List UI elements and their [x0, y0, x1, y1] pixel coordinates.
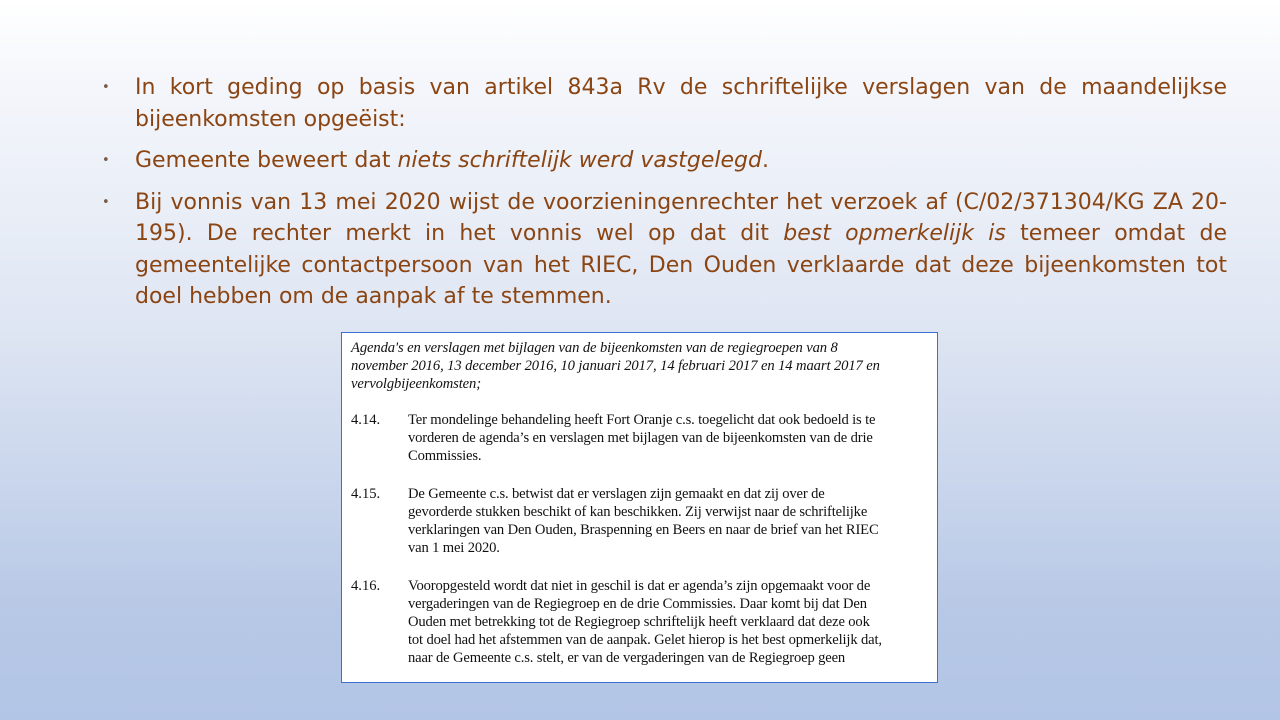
bullet-text-emphasis: niets schriftelijk werd vastgelegd — [397, 148, 762, 173]
bullet-text-emphasis: best opmerkelijk is — [783, 221, 1006, 246]
excerpt-heading-line: november 2016, 13 december 2016, 10 januari 2017, 14 februari 2017 en 14 maart 2017 en — [351, 358, 880, 374]
bullet-marker-icon: • — [102, 153, 110, 168]
bullet-item — [100, 187, 1227, 313]
excerpt-paragraph — [351, 577, 931, 673]
paragraph-line: tot doel had het afstemmen van de aanpak. Gelet hierop is het best opmerkelijk dat, — [408, 632, 882, 648]
paragraph-line: Ouden met betrekking tot de Regiegroep schriftelijk heeft verklaard dat deze ook — [408, 614, 870, 630]
paragraph-text — [408, 577, 933, 667]
paragraph-line: van 1 mei 2020. — [408, 540, 500, 556]
paragraph-line: vorderen de agenda’s en verslagen met bijlagen van de bijeenkomsten van de drie — [408, 430, 873, 446]
paragraph-line: verklaringen van Den Ouden, Braspenning en Beers en naar de brief van het RIEC — [408, 522, 879, 538]
bullet-list — [100, 72, 1227, 323]
bullet-text: Bij vonnis van 13 mei 2020 wijst de voorzieningenrechter het verzoek af (C/02/371304/KG ZA 20-195). De rechter merkt in het vonnis wel op dat dit — [135, 189, 1227, 246]
excerpt-heading-line: Agenda's en verslagen met bijlagen van de bijeenkomsten van de regiegroepen van 8 — [351, 340, 838, 356]
paragraph-line: De Gemeente c.s. betwist dat er verslagen zijn gemaakt en dat zij over de — [408, 486, 825, 502]
bullet-text: . — [762, 148, 769, 173]
bullet-text: Gemeente beweert dat — [135, 148, 398, 173]
judgment-excerpt-image — [341, 332, 938, 683]
paragraph-line: naar de Gemeente c.s. stelt, er van de vergaderingen van de Regiegroep geen — [408, 650, 846, 666]
bullet-item — [100, 72, 1227, 135]
paragraph-text — [408, 411, 933, 465]
bullet-text: In kort geding op basis van artikel 843a Rv de schriftelijke verslagen van de maandelijkse bijeenkomsten opgeëist: — [135, 75, 1227, 132]
bullet-marker-icon: • — [102, 194, 110, 210]
paragraph-number: 4.15. — [351, 486, 381, 502]
bullet-text: temeer omdat de gemeentelijke contactpersoon van het RIEC, Den Ouden verklaarde dat deze bijeenkomsten tot doel hebben om de aanpak af te stemmen. — [135, 221, 1227, 309]
excerpt-heading — [351, 339, 936, 393]
excerpt-paragraph — [351, 485, 931, 561]
excerpt-paragraph — [351, 411, 931, 471]
bullet-item — [100, 145, 1227, 177]
paragraph-line: Commissies. — [408, 448, 482, 464]
bullet-marker-icon: • — [102, 80, 110, 95]
paragraph-number: 4.14. — [351, 412, 381, 428]
paragraph-line: vergaderingen van de Regiegroep en de drie Commissies. Daar komt bij dat Den — [408, 596, 867, 612]
paragraph-text — [408, 485, 933, 557]
paragraph-number: 4.16. — [351, 578, 381, 594]
paragraph-line: gevorderde stukken beschikt of kan beschikken. Zij verwijst naar de schriftelijke — [408, 504, 868, 520]
paragraph-line: Vooropgesteld wordt dat niet in geschil is dat er agenda’s zijn opgemaakt voor de — [408, 578, 871, 594]
excerpt-heading-line: vervolgbijeenkomsten; — [351, 376, 481, 392]
paragraph-line: Ter mondelinge behandeling heeft Fort Oranje c.s. toegelicht dat ook bedoeld is te — [408, 412, 876, 428]
